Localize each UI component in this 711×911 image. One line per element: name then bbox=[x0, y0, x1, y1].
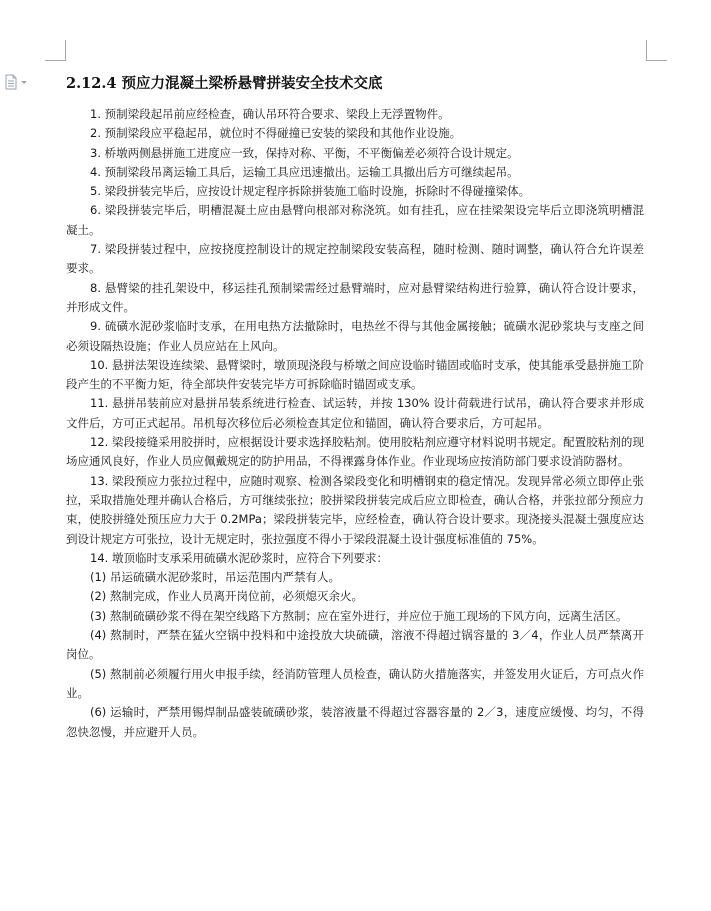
paragraph: 9. 硫磺水泥砂浆临时支承，在用电热方法撤除时，电热丝不得与其他金属接触；硫磺水泥砂浆块与支座之间必须设隔热设施；作业人员应站在上风向。 bbox=[66, 319, 644, 353]
paragraph: 5. 梁段拼装完毕后，应按设计规定程序拆除拼装施工临时设施，拆除时不得碰撞梁体。 bbox=[90, 184, 531, 199]
paragraph: (6) 运输时，严禁用锡焊制品盛装硫磺砂浆，装溶液量不得超过容器容量的 2／3，速度应缓慢、均匀，不得忽快忽慢，并应避开人员。 bbox=[66, 705, 644, 739]
paragraph: (4) 熬制时，严禁在猛火空锅中投料和中途投放大块硫磺，溶液不得超过锅容量的 3／4，作业人员严禁离开岗位。 bbox=[66, 628, 644, 662]
section-heading: 2.12.4 预应力混凝土梁桥悬臂拼装安全技术交底 bbox=[66, 75, 383, 92]
paragraph: 14. 墩顶临时支承采用硫磺水泥砂浆时，应符合下列要求： bbox=[90, 550, 388, 565]
paragraph: 3. 桥墩两侧悬拼施工进度应一致，保持对称、平衡，不平衡偏差必须符合设计规定。 bbox=[90, 145, 519, 160]
page-corner-mark-top-right bbox=[646, 40, 667, 61]
paragraph: 11. 悬拼吊装前应对悬拼吊装系统进行检查、试运转，并按 130% 设计荷载进行试吊，确认符合要求并形成文件后，方可正式起吊。吊机每次移位后必须检查其定位和锚固，确认符合要求后，方可起吊。 bbox=[66, 396, 644, 430]
page-corner-mark-top-left bbox=[45, 40, 66, 61]
paragraph: 7. 梁段拼装过程中，应按挠度控制设计的规定控制梁段安装高程，随时检测、随时调整，确认符合允许误差要求。 bbox=[66, 242, 644, 276]
document-body bbox=[66, 105, 644, 742]
paragraph: 1. 预制梁段起吊前应经检查，确认吊环符合要求、梁段上无浮置物件。 bbox=[90, 107, 450, 121]
paragraph: (1) 吊运硫磺水泥砂浆时，吊运范围内严禁有人。 bbox=[90, 570, 340, 585]
paragraph: 10. 悬拼法架设连续梁、悬臂梁时，墩顶现浇段与桥墩之间应设临时锚固或临时支承，使其能承受悬拼施工阶段产生的不平衡力矩，待全部块件安装完毕方可拆除临时锚固或支承。 bbox=[66, 357, 644, 392]
document-icon[interactable] bbox=[4, 74, 30, 90]
paragraph: 12. 梁段接缝采用胶拼时，应根据设计要求选择胶粘剂。使用胶粘剂应遵守材料说明书规定。配置胶粘剂的现场应通风良好，作业人员应佩戴规定的防护用品，不得裸露身体作业。作业现场应按消防部门要求设消防器材。 bbox=[66, 435, 644, 469]
paragraph: 4. 预制梁段吊离运输工具后，运输工具应迅速撤出。运输工具撤出后方可继续起吊。 bbox=[90, 164, 519, 179]
paragraph: (5) 熬制前必须履行用火申报手续，经消防管理人员检查，确认防火措施落实，并签发用火证后，方可点火作业。 bbox=[66, 666, 644, 700]
paragraph: (2) 熬制完成，作业人员离开岗位前，必须熄灭余火。 bbox=[90, 589, 363, 604]
paragraph: 2. 预制梁段应平稳起吊，就位时不得碰撞已安装的梁段和其他作业设施。 bbox=[90, 126, 462, 141]
paragraph: (3) 熬制硫磺砂浆不得在架空线路下方熬制；应在室外进行，并应位于施工现场的下风方向，远离生活区。 bbox=[90, 608, 628, 623]
paragraph: 13. 梁段预应力张拉过程中，应随时观察、检测各梁段变化和明槽钢束的稳定情况。发现异常必须立即停止张拉，采取措施处理并确认合格后，方可继续张拉；胶拼梁段拼装完成后应立即检查，确认合格，并张拉部分预应力束，使胶拼缝处预压应力大于 0.2MPa；梁段拼装完毕，应经检查，确认符合设计要求。现浇接头混凝土强度应达到设计规定方可张拉，设计无规定时，张拉强度不得小于梁段混凝土设计强度标准值的 75%。 bbox=[66, 473, 644, 546]
paragraph: 6. 梁段拼装完毕后，明槽混凝土应由悬臂向根部对称浇筑。如有挂孔，应在挂梁架设完毕后立即浇筑明槽混凝土。 bbox=[66, 203, 644, 237]
paragraph: 8. 悬臂梁的挂孔架设中，移运挂孔预制梁需经过悬臂端时，应对悬臂梁结构进行验算，确认符合设计要求，并形成文件。 bbox=[66, 280, 644, 314]
